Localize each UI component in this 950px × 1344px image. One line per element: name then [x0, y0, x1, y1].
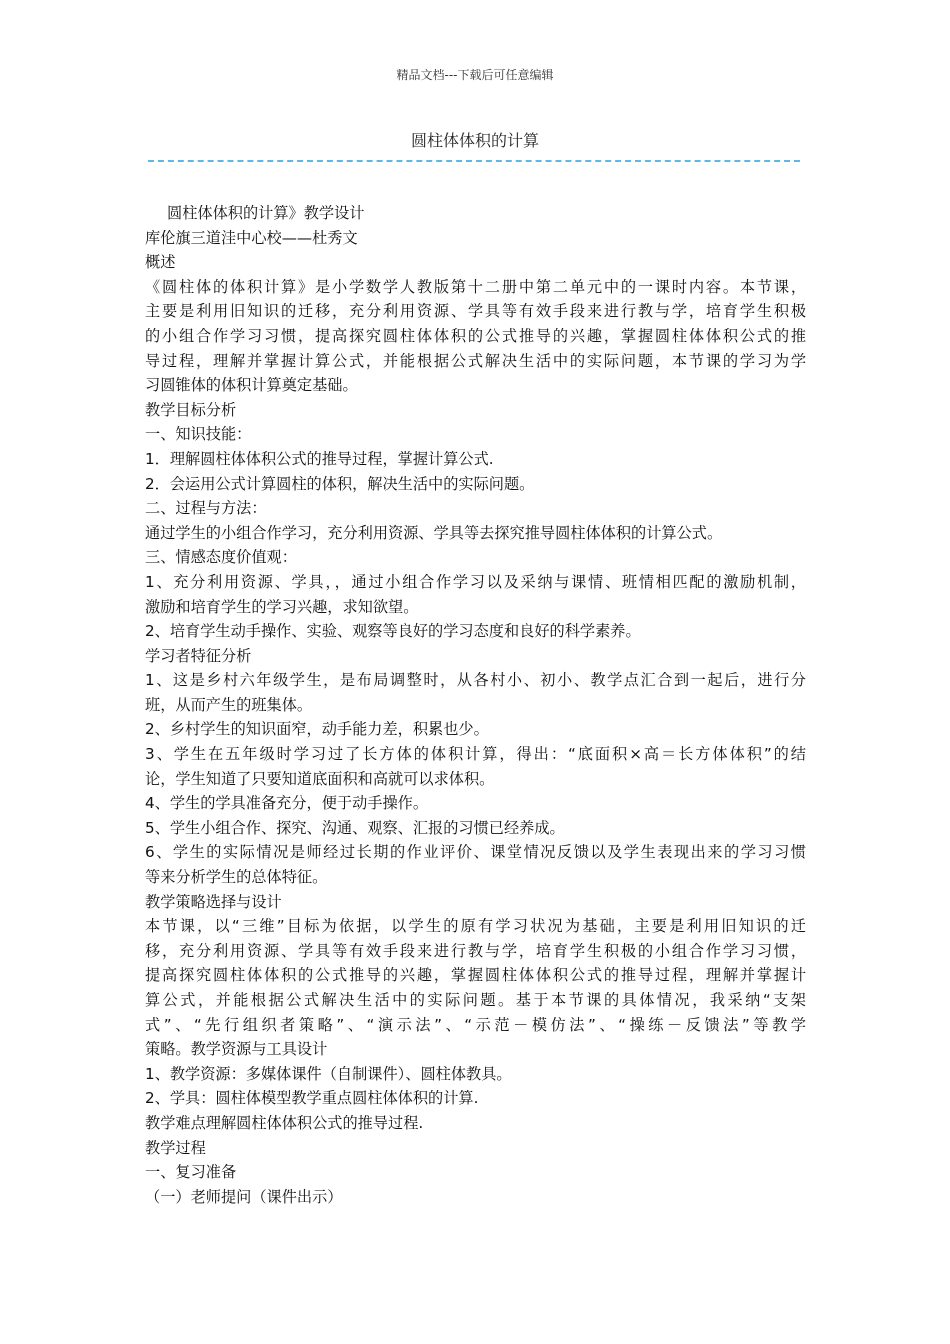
paragraph-line: 提高探究圆柱体体积的公式推导的兴趣，掌握圆柱体体积公式的推导过程，理解并掌握计 — [145, 966, 806, 985]
paragraph-line: 策略。教学资源与工具设计 — [145, 1040, 328, 1059]
paragraph-line: 的小组合作学习习惯，提高探究圆柱体体积的公式推导的兴趣，掌握圆柱体体积公式的推 — [145, 326, 806, 345]
list-item: 激励和培育学生的学习兴趣，求知欲望。 — [145, 597, 419, 616]
list-item: 1、这是乡村六年级学生，是布局调整时，从各村小、初小、教学点汇合到一起后，进行分 — [145, 671, 806, 690]
header-note: 精品文档---下载后可任意编辑 — [396, 68, 554, 82]
list-item: 班，从而产生的班集体。 — [145, 695, 313, 714]
subsection-heading: 一、复习准备 — [145, 1163, 237, 1182]
list-item: 2、乡村学生的知识面窄，动手能力差，积累也少。 — [145, 720, 489, 739]
paragraph-line: 本节课，以“三维”目标为依据，以学生的原有学习状况为基础，主要是利用旧知识的迁 — [145, 917, 806, 936]
author-line: 库伦旗三道洼中心校——杜秀文 — [145, 228, 358, 247]
list-item: 1、充分利用资源、学具，，通过小组合作学习以及采纳与课情、班情相匹配的激励机制， — [145, 572, 806, 591]
paragraph-line: 习圆锥体的体积计算奠定基础。 — [145, 376, 358, 395]
document-body — [145, 201, 806, 1209]
list-item: 2、学具：圆柱体模型教学重点圆柱体体积的计算. — [145, 1089, 479, 1108]
section-heading: 学习者特征分析 — [145, 646, 252, 665]
list-item: 4、学生的学具准备充分，便于动手操作。 — [145, 794, 429, 813]
paragraph-line: 主要是利用旧知识的迁移，充分利用资源、学具等有效手段来进行教与学，培育学生积极 — [145, 302, 806, 321]
subsection-heading: （一）老师提问（课件出示） — [145, 1187, 343, 1206]
list-item: 2、培育学生动手操作、实验、观察等良好的学习态度和良好的科学素养。 — [145, 622, 641, 641]
paragraph-line: 通过学生的小组合作学习，充分利用资源、学具等去探究推导圆柱体体积的计算公式。 — [145, 523, 723, 542]
subsection-heading: 一、知识技能： — [145, 425, 252, 444]
document-title: 圆柱体体积的计算 — [410, 131, 539, 150]
list-item: 3、学生在五年级时学习过了长方体的体积计算，得出：“底面积×高＝长方体体积”的结 — [145, 745, 806, 764]
paragraph-line: 式”、“先行组织者策略”、“演示法”、“示范－模仿法”、“操练－反馈法”等教学 — [145, 1015, 806, 1034]
section-heading: 教学过程 — [145, 1138, 206, 1157]
paragraph-line: 《圆柱体的体积计算》是小学数学人教版第十二册中第二单元中的一课时内容。本节课， — [145, 277, 806, 296]
title-divider — [148, 160, 800, 162]
section-heading: 教学策略选择与设计 — [145, 892, 282, 911]
design-title: 圆柱体体积的计算》教学设计 — [167, 204, 365, 222]
list-item: 6、学生的实际情况是师经过长期的作业评价、课堂情况反馈以及学生表现出来的学习习惯 — [145, 843, 806, 862]
subsection-heading: 二、过程与方法： — [145, 499, 267, 518]
list-item: 1、教学资源：多媒体课件（自制课件）、圆柱体教具。 — [145, 1064, 512, 1083]
section-heading: 概述 — [145, 253, 176, 272]
subsection-heading: 三、情感态度价值观： — [145, 548, 297, 567]
paragraph-line: 导过程，理解并掌握计算公式，并能根据公式解决生活中的实际问题，本节课的学习为学 — [145, 351, 806, 370]
list-item: 论，学生知道了只要知道底面积和高就可以求体积。 — [145, 769, 495, 788]
list-item: 5、学生小组合作、探究、沟通、观察、汇报的习惯已经养成。 — [145, 818, 565, 837]
list-item: 2．会运用公式计算圆柱的体积，解决生活中的实际问题。 — [145, 474, 535, 493]
paragraph-line: 教学难点理解圆柱体体积公式的推导过程. — [145, 1113, 424, 1132]
paragraph-line: 移，充分利用资源、学具等有效手段来进行教与学，培育学生积极的小组合作学习习惯， — [145, 941, 806, 960]
list-item: 等来分析学生的总体特征。 — [145, 868, 328, 887]
section-heading: 教学目标分析 — [145, 400, 237, 419]
paragraph-line: 算公式，并能根据公式解决生活中的实际问题。基于本节课的具体情况，我采纳“支架 — [145, 991, 806, 1009]
list-item: 1．理解圆柱体体积公式的推导过程，掌握计算公式. — [145, 449, 494, 468]
